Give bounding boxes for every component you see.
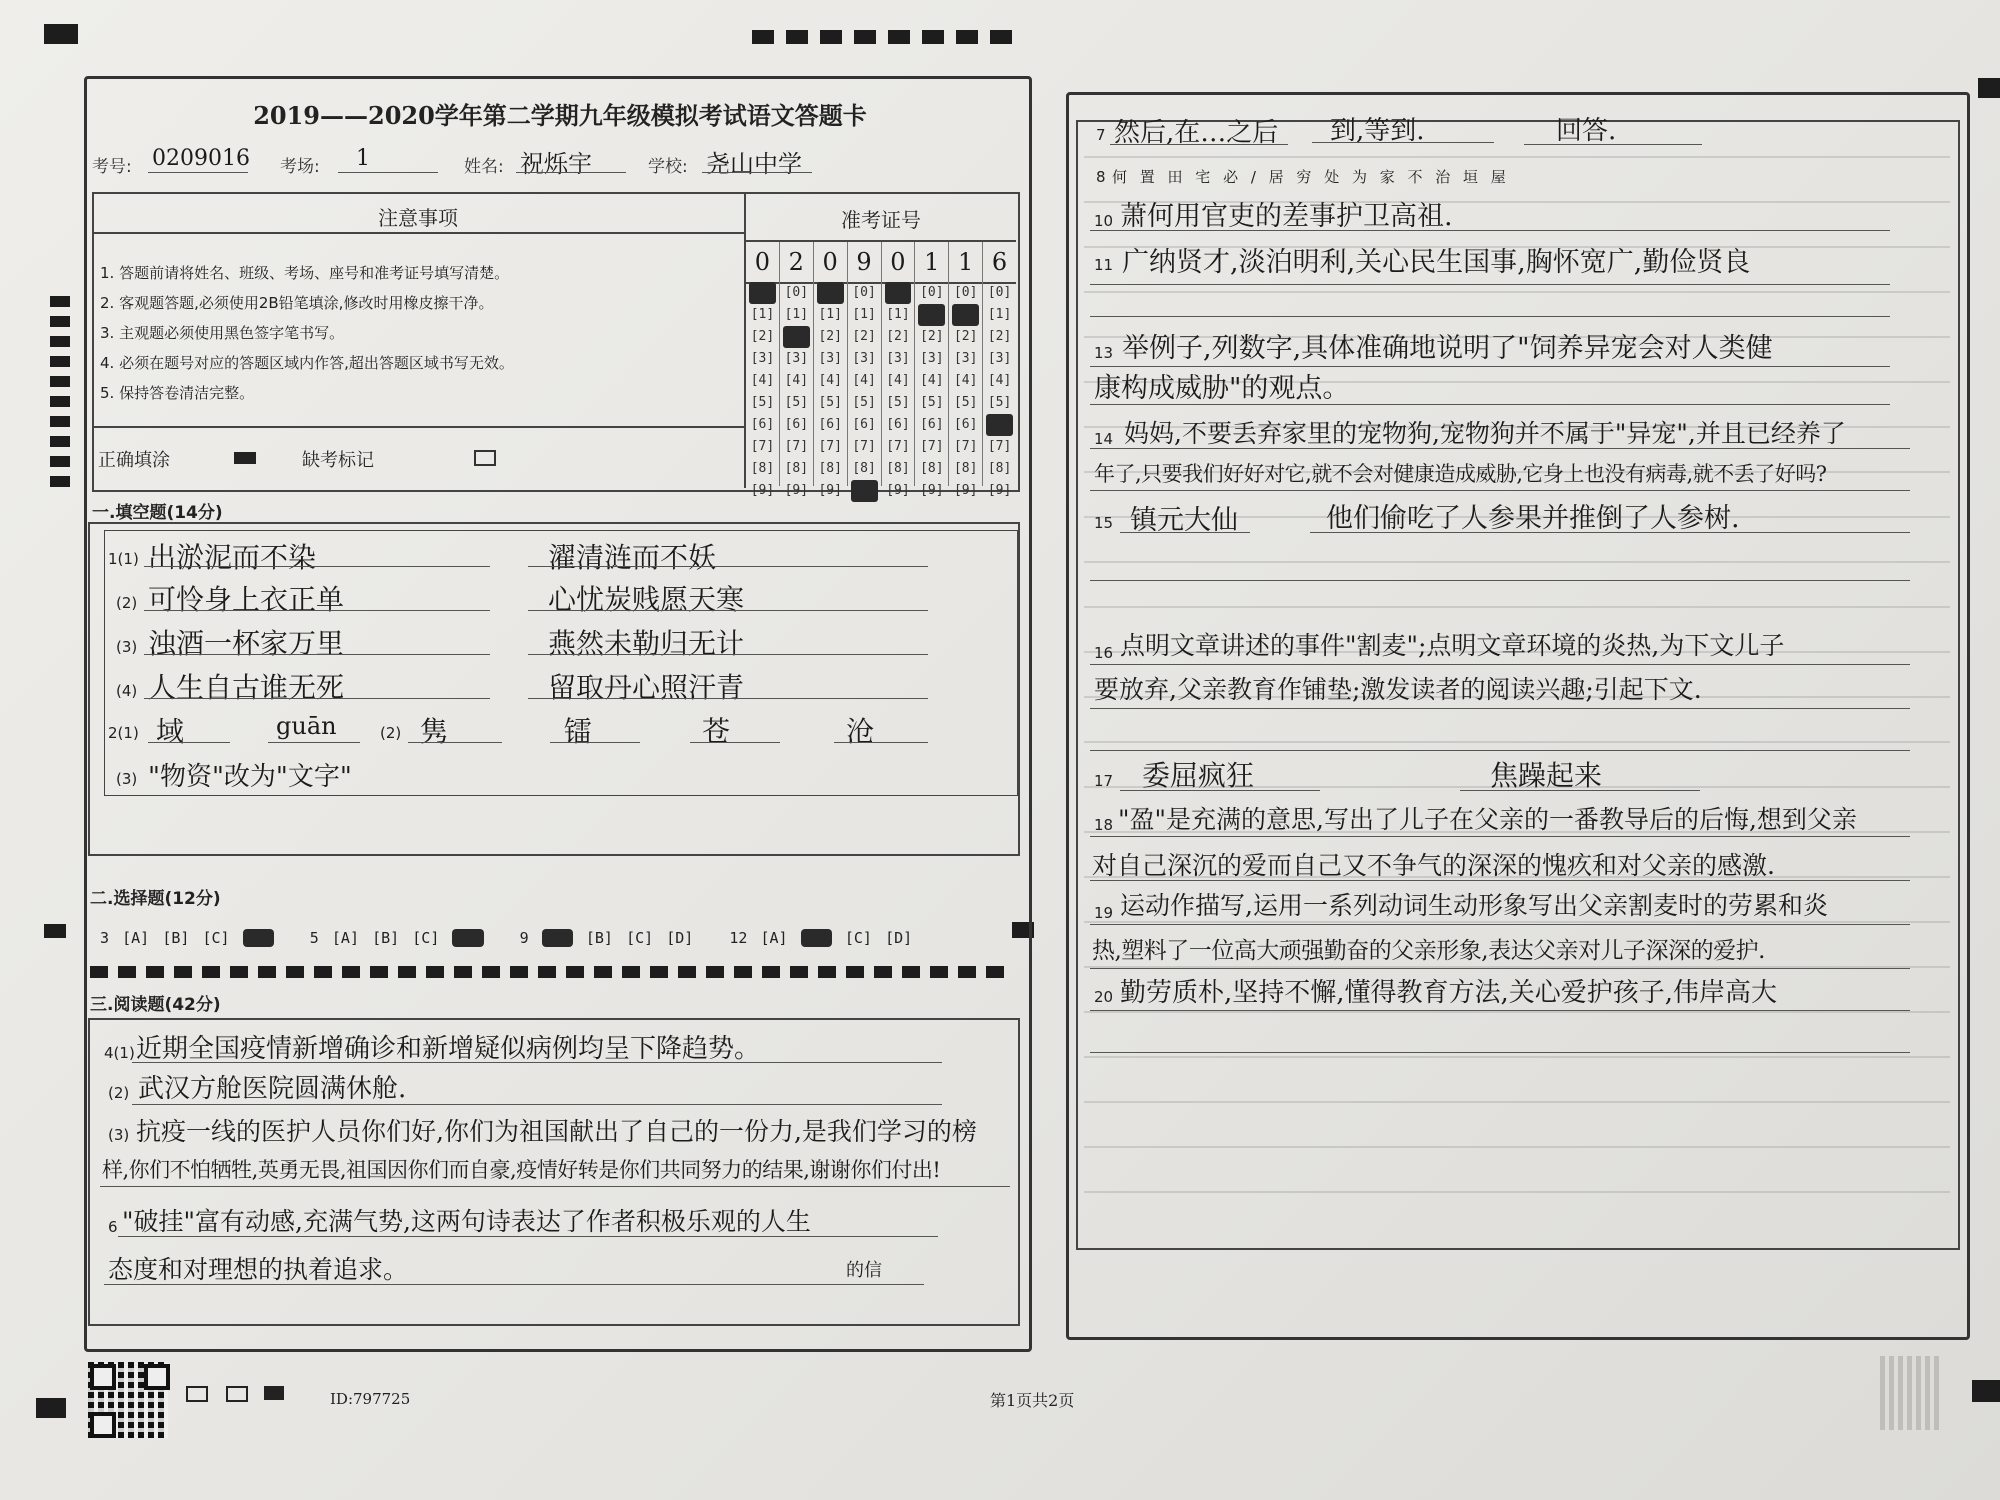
q2-2-answer[interactable]: 沧	[846, 715, 875, 748]
admission-bubble[interactable]: [2]	[987, 329, 1012, 344]
registration-mark	[36, 1398, 66, 1418]
q20-num: 20	[1094, 988, 1114, 1006]
answer-line	[100, 1186, 1010, 1187]
q1-2-answer-a[interactable]: 可怜身上衣正单	[148, 583, 345, 616]
q1-4-num: (4)	[116, 682, 138, 700]
admission-bubble[interactable]: [4]	[750, 373, 775, 388]
admission-bubble[interactable]: [8]	[953, 461, 978, 476]
q6-num: 6	[108, 1218, 118, 1236]
admission-bubble[interactable]: [0]	[987, 285, 1012, 300]
section3-title: 三.阅读题(42分)	[90, 995, 221, 1015]
answer-line	[528, 566, 928, 567]
notice-item: 5. 保持答卷清洁完整。	[100, 384, 255, 402]
registration-mark	[44, 924, 66, 938]
answer-line	[408, 742, 502, 743]
sheet-title: 2019——2020学年第二学期九年级模拟考试语文答题卡	[253, 101, 867, 130]
answer-line	[1120, 532, 1250, 533]
admission-bubble[interactable]: [4]	[852, 373, 876, 388]
admission-bubble[interactable]: [2]	[818, 329, 842, 344]
q1-4-answer-b[interactable]: 留取丹心照汗青	[548, 671, 745, 704]
choice-option-filled[interactable]: [D]	[244, 928, 272, 947]
answer-line	[144, 610, 490, 611]
admission-bubble[interactable]: [5]	[886, 395, 910, 410]
q2-2-answer[interactable]: 镭	[564, 715, 593, 748]
answer-line	[1090, 230, 1890, 231]
answer-line	[834, 742, 928, 743]
admission-bubble[interactable]: [3]	[886, 351, 910, 366]
admission-bubble[interactable]: [1]	[886, 307, 910, 322]
admission-column	[814, 242, 848, 498]
q2-1-answer-b[interactable]: guān	[276, 712, 337, 740]
choice-option[interactable]: [A]	[122, 928, 150, 947]
q10-num: 10	[1094, 212, 1114, 230]
admission-bubble[interactable]: [5]	[818, 395, 842, 410]
q1-1-answer-a[interactable]: 出淤泥而不染	[148, 541, 317, 574]
admission-bubble[interactable]: [7]	[852, 439, 876, 454]
answer-line	[104, 1284, 924, 1285]
admission-bubble[interactable]: [7]	[886, 439, 910, 454]
notice-title: 注意事项	[378, 206, 458, 230]
admission-digit: 1	[924, 248, 940, 276]
correct-fill-label: 正确填涂	[98, 450, 170, 471]
admission-bubble[interactable]: [2]	[886, 329, 910, 344]
q2-2-answer[interactable]: 苍	[702, 715, 731, 748]
q14-num: 14	[1094, 430, 1114, 448]
admission-bubble[interactable]: [3]	[852, 351, 876, 366]
absent-label: 缺考标记	[302, 450, 374, 471]
q1-2-num: (2)	[116, 594, 138, 612]
answer-line	[1090, 580, 1910, 581]
q2-1-num: 2(1)	[108, 724, 139, 742]
admission-bubble[interactable]: [9]	[953, 483, 978, 498]
choice-option[interactable]: [A]	[331, 928, 359, 947]
admission-bubble[interactable]: [9]	[920, 483, 944, 498]
section1-title: 一.填空题(14分)	[92, 503, 223, 523]
answer-line	[1310, 532, 1910, 533]
admission-bubble[interactable]: [7]	[818, 439, 842, 454]
admission-bubble[interactable]: [7]	[920, 439, 944, 454]
admission-bubble[interactable]: [5]	[852, 395, 876, 410]
q16-num: 16	[1094, 644, 1114, 662]
q17-num: 17	[1094, 772, 1114, 790]
admission-digit: 2	[788, 248, 804, 276]
answer-line	[1120, 790, 1320, 791]
choice-num: 12	[729, 928, 748, 947]
admission-bubble[interactable]: [5]	[750, 395, 775, 410]
admission-number-grid	[746, 242, 1016, 498]
admission-bubble[interactable]: [9]	[818, 483, 842, 498]
q4-3-answer-line2[interactable]: 样,你们不怕牺牲,英勇无畏,祖国因你们而自豪,疫情好转是你们共同努力的结果,谢谢你们付出!	[102, 1158, 941, 1182]
answer-line	[144, 566, 490, 567]
admission-bubble[interactable]: [1]	[987, 307, 1012, 322]
q4-2-num: (2)	[108, 1084, 130, 1102]
admission-bubble[interactable]: [7]	[750, 439, 775, 454]
q7-answer-c[interactable]: 回答.	[1556, 116, 1617, 146]
admission-bubble[interactable]: [4]	[886, 373, 910, 388]
admission-bubble-filled[interactable]: [0]	[749, 282, 776, 304]
section2-title: 二.选择题(12分)	[90, 889, 221, 909]
admission-bubble[interactable]: [3]	[750, 351, 775, 366]
room-label: 考场:	[280, 157, 320, 177]
admission-bubble[interactable]: [2]	[920, 329, 944, 344]
admission-bubble[interactable]: [8]	[886, 461, 910, 476]
admission-bubble[interactable]: [9]	[886, 483, 910, 498]
q6-insert-note: 的信	[846, 1260, 882, 1281]
choice-num: 3	[100, 928, 110, 947]
q15-answer-a[interactable]: 镇元大仙	[1130, 505, 1238, 536]
q2-2-answer[interactable]: 隽	[420, 715, 449, 748]
registration-mark	[1972, 1380, 2000, 1402]
q8-num: 8	[1096, 168, 1106, 186]
exam-no-line	[148, 172, 248, 173]
admission-column	[746, 242, 780, 498]
exam-no-label: 考号:	[92, 157, 132, 177]
q14-answer-line1[interactable]: 妈妈,不要丢弃家里的宠物狗,宠物狗并不属于"异宠",并且已经养了	[1124, 419, 1846, 448]
q2-3-answer[interactable]: "物资"改为"文字"	[148, 762, 352, 792]
q18-num: 18	[1094, 816, 1114, 834]
choice-group[interactable]	[729, 928, 920, 947]
q1-3-answer-b[interactable]: 燕然未勒归无计	[548, 627, 745, 660]
admission-bubble[interactable]: [4]	[784, 373, 809, 388]
admission-column	[915, 242, 949, 498]
name-value: 祝烁宇	[520, 150, 592, 178]
q18-answer-line2[interactable]: 对自己深沉的爱而自己又不争气的深深的愧疚和对父亲的感激.	[1092, 851, 1775, 880]
admission-bubble-filled[interactable]: [0]	[817, 282, 844, 304]
q1-1-num: 1(1)	[108, 550, 139, 568]
admission-digit: 0	[822, 248, 838, 276]
answer-line	[268, 742, 360, 743]
q15-num: 15	[1094, 514, 1114, 532]
q10-answer[interactable]: 萧何用官吏的差事护卫高祖.	[1120, 201, 1453, 232]
admission-bubble[interactable]: [3]	[953, 351, 978, 366]
q15-answer-b[interactable]: 他们偷吃了人参果并推倒了人参树.	[1326, 503, 1740, 534]
admission-bubble[interactable]: [6]	[886, 417, 910, 432]
admission-column	[848, 242, 882, 498]
admission-bubble[interactable]: [6]	[920, 417, 944, 432]
q2-1-answer-a[interactable]: 域	[156, 715, 185, 748]
admission-bubble-filled[interactable]: [1]	[952, 304, 979, 326]
admission-bubble[interactable]: [4]	[987, 373, 1012, 388]
registration-mark	[1978, 78, 2000, 98]
faint-qr-showthrough	[1880, 1356, 1940, 1430]
answer-line	[1090, 836, 1910, 837]
q4-1-answer[interactable]: 近期全国疫情新增确诊和新增疑似病例均呈下降趋势。	[136, 1034, 761, 1064]
room-line	[338, 172, 438, 173]
choice-option-filled[interactable]: [A]	[543, 928, 571, 947]
admission-bubble[interactable]: [7]	[953, 439, 978, 454]
q6-answer-line1[interactable]: "破挂"富有动感,充满气势,这两句诗表达了作者积极乐观的人生	[122, 1207, 811, 1236]
admission-bubble[interactable]: [6]	[852, 417, 876, 432]
choice-option[interactable]: [C]	[202, 928, 230, 947]
q13-num: 13	[1094, 344, 1114, 362]
admission-bubble[interactable]: [5]	[920, 395, 944, 410]
choice-option-filled[interactable]: [D]	[454, 928, 482, 947]
q13-answer-line2[interactable]: 康构成威胁"的观点。	[1094, 373, 1350, 404]
exam-no-value: 0209016	[152, 146, 250, 171]
choice-option[interactable]: [B]	[372, 928, 400, 947]
q1-2-answer-b[interactable]: 心忧炭贱愿天寒	[548, 583, 745, 616]
answer-line	[1090, 1010, 1910, 1011]
answer-line	[1090, 664, 1910, 665]
admission-bubble[interactable]: [8]	[920, 461, 944, 476]
timing-strip	[90, 966, 1014, 978]
q19-answer-line2[interactable]: 热,塑料了一位高大顽强勤奋的父亲形象,表达父亲对儿子深深的爱护.	[1092, 938, 1765, 964]
choice-option[interactable]: [B]	[585, 928, 613, 947]
admission-column	[983, 242, 1016, 498]
answer-line	[144, 698, 490, 699]
choice-group[interactable]	[520, 928, 702, 947]
q1-3-answer-a[interactable]: 浊酒一杯家万里	[148, 627, 345, 660]
admission-bubble[interactable]: [1]	[818, 307, 842, 322]
q1-4-answer-a[interactable]: 人生自古谁无死	[148, 671, 345, 704]
answer-line	[1090, 404, 1890, 405]
choice-option[interactable]: [C]	[844, 928, 872, 947]
name-label: 姓名:	[464, 157, 504, 177]
choice-option[interactable]: [C]	[412, 928, 440, 947]
answer-line	[1110, 144, 1288, 145]
q4-3-num: (3)	[108, 1126, 130, 1144]
q19-answer-line1[interactable]: 运动作描写,运用一系列动词生动形象写出父亲割麦时的劳累和炎	[1120, 891, 1828, 920]
notice-item: 2. 客观题答题,必须使用2B铅笔填涂,修改时用橡皮擦干净。	[100, 294, 494, 312]
registration-mark	[44, 24, 78, 44]
admission-bubble[interactable]: [6]	[750, 417, 775, 432]
admission-bubble[interactable]: [7]	[987, 439, 1012, 454]
choice-num: 9	[519, 928, 529, 947]
answer-line	[148, 742, 230, 743]
admission-bubble[interactable]: [4]	[953, 373, 978, 388]
footer-box	[186, 1386, 208, 1402]
admission-bubble[interactable]: [7]	[784, 439, 809, 454]
admission-bubble[interactable]: [0]	[852, 285, 876, 300]
footer-box-filled	[264, 1386, 284, 1400]
q16-answer-line2[interactable]: 要放弃,父亲教育作铺垫;激发读者的阅读兴趣;引起下文.	[1094, 675, 1702, 704]
admission-bubble-filled[interactable]: [6]	[986, 414, 1013, 436]
room-value: 1	[356, 146, 370, 171]
answer-line	[118, 1236, 938, 1237]
choice-group[interactable]	[310, 928, 492, 947]
correct-fill-sample	[234, 452, 256, 464]
admission-bubble[interactable]: [6]	[818, 417, 842, 432]
admission-bubble[interactable]: [3]	[784, 351, 809, 366]
answer-line	[1090, 750, 1910, 751]
q17-answer-b[interactable]: 焦躁起来	[1490, 759, 1603, 792]
q20-answer[interactable]: 勤劳质朴,坚持不懈,懂得教育方法,关心爱护孩子,伟岸高大	[1120, 978, 1778, 1008]
admission-bubble[interactable]: [5]	[953, 395, 978, 410]
choice-option[interactable]: [C]	[626, 928, 654, 947]
admission-digit: 1	[958, 248, 974, 276]
answer-line	[1090, 448, 1910, 449]
q13-answer-line1[interactable]: 举例子,列数字,具体准确地说明了"饲养异宠会对人类健	[1122, 333, 1773, 364]
answer-line	[1090, 968, 1910, 969]
admission-bubble-filled[interactable]: [0]	[885, 282, 912, 304]
admission-bubble[interactable]: [0]	[784, 285, 809, 300]
admission-bubble[interactable]: [4]	[920, 373, 944, 388]
answer-line	[1090, 880, 1910, 881]
admission-bubble[interactable]: [9]	[750, 483, 775, 498]
q7-num: 7	[1096, 126, 1106, 144]
choice-option-filled[interactable]: [B]	[802, 928, 830, 947]
footer-box	[226, 1386, 248, 1402]
choice-groups	[100, 924, 1000, 950]
answer-line	[528, 610, 928, 611]
answer-line	[1090, 924, 1910, 925]
admission-bubble-filled[interactable]: [9]	[851, 480, 878, 502]
admission-column	[780, 242, 814, 498]
qr-code	[88, 1362, 168, 1438]
divider	[92, 426, 744, 428]
q11-num: 11	[1094, 256, 1114, 274]
q1-3-num: (3)	[116, 638, 138, 656]
answer-line	[550, 742, 640, 743]
notice-item: 4. 必须在题号对应的答题区域内作答,超出答题区域书写无效。	[100, 354, 514, 372]
admission-bubble[interactable]: [1]	[784, 307, 809, 322]
admission-bubble-filled[interactable]: [2]	[783, 326, 810, 348]
admission-bubble[interactable]: [5]	[987, 395, 1012, 410]
admission-digit: 9	[856, 248, 872, 276]
q14-answer-line2[interactable]: 年了,只要我们好好对它,就不会对健康造成威胁,它身上也没有病毒,就不丢了好吗?	[1094, 462, 1827, 486]
q7-answer-b[interactable]: 到,等到.	[1330, 116, 1425, 146]
school-value: 尧山中学	[706, 150, 802, 178]
q4-3-answer-line1[interactable]: 抗疫一线的医护人员你们好,你们为祖国献出了自己的一份力,是我们学习的榜	[136, 1117, 977, 1146]
q19-num: 19	[1094, 904, 1114, 922]
admission-bubble[interactable]: [6]	[953, 417, 978, 432]
admission-bubble[interactable]: [6]	[784, 417, 809, 432]
notice-item: 1. 答题前请将姓名、班级、考场、座号和准考证号填写清楚。	[100, 264, 510, 282]
admission-digit: 0	[890, 248, 906, 276]
admission-bubble[interactable]: [2]	[750, 329, 775, 344]
sheet-id: ID:797725	[330, 1390, 411, 1408]
admission-bubble-filled[interactable]: [1]	[918, 304, 945, 326]
answer-line	[1090, 284, 1890, 285]
q16-answer-line1[interactable]: 点明文章讲述的事件"割麦";点明文章环境的炎热,为下文儿子	[1120, 631, 1785, 660]
absent-checkbox[interactable]	[474, 450, 496, 466]
admission-bubble[interactable]: [0]	[920, 285, 944, 300]
q8-text[interactable]: 何 置 田 宅 必 / 居 穷 处 为 家 不 治 垣 屋	[1112, 168, 1510, 186]
answer-line	[1524, 144, 1702, 145]
q17-answer-a[interactable]: 委屈疯狂	[1142, 759, 1255, 792]
answer-line	[1090, 490, 1910, 491]
choice-option[interactable]: [B]	[162, 928, 190, 947]
q4-2-answer[interactable]: 武汉方舱医院圆满休舱.	[138, 1074, 407, 1104]
admission-bubble[interactable]: [9]	[987, 483, 1012, 498]
admission-bubble[interactable]: [3]	[987, 351, 1012, 366]
answer-line	[1312, 142, 1494, 143]
page-number: 第1页共2页	[990, 1391, 1075, 1410]
q7-answer-a[interactable]: 然后,在…之后	[1114, 118, 1279, 148]
admission-title: 准考证号	[841, 208, 921, 232]
choice-option[interactable]: [A]	[760, 928, 788, 947]
admission-bubble[interactable]: [4]	[818, 373, 842, 388]
q2-2-num: (2)	[380, 724, 402, 742]
admission-digit: 0	[754, 248, 771, 276]
admission-bubble[interactable]: [1]	[852, 307, 876, 322]
answer-line	[1090, 1052, 1910, 1053]
choice-num: 5	[309, 928, 319, 947]
answer-line	[1090, 708, 1910, 709]
answer-line	[1090, 316, 1890, 317]
choice-option[interactable]: [D]	[666, 928, 694, 947]
school-label: 学校:	[648, 157, 688, 177]
answer-line	[1460, 790, 1700, 791]
answer-line	[690, 742, 780, 743]
answer-line	[528, 654, 928, 655]
q1-1-answer-b[interactable]: 濯清涟而不妖	[548, 541, 717, 574]
school-line	[702, 172, 812, 173]
admission-bubble[interactable]: [2]	[852, 329, 876, 344]
q6-answer-line2[interactable]: 态度和对理想的执着追求。	[108, 1255, 409, 1284]
answer-line	[132, 1062, 942, 1063]
admission-bubble[interactable]: [3]	[818, 351, 842, 366]
admission-bubble[interactable]: [0]	[953, 285, 978, 300]
admission-digit: 6	[991, 248, 1008, 276]
admission-bubble[interactable]: [2]	[953, 329, 978, 344]
answer-line	[528, 698, 928, 699]
q18-answer-line1[interactable]: "盈"是充满的意思,写出了儿子在父亲的一番教导后的后悔,想到父亲	[1118, 805, 1857, 834]
choice-option[interactable]: [D]	[885, 928, 913, 947]
q2-3-num: (3)	[116, 770, 138, 788]
q11-answer[interactable]: 广纳贤才,淡泊明利,关心民生国事,胸怀宽广,勤俭贤良	[1122, 247, 1751, 278]
choice-group[interactable]	[100, 928, 282, 947]
admission-bubble[interactable]: [5]	[784, 395, 809, 410]
admission-bubble[interactable]: [8]	[987, 461, 1012, 476]
admission-column	[882, 242, 916, 498]
admission-bubble[interactable]: [9]	[784, 483, 809, 498]
admission-column	[949, 242, 983, 498]
answer-line	[132, 1104, 942, 1105]
name-line	[516, 172, 626, 173]
admission-bubble[interactable]: [8]	[818, 461, 842, 476]
admission-bubble[interactable]: [8]	[750, 461, 775, 476]
q4-1-num: 4(1)	[104, 1044, 135, 1062]
admission-bubble[interactable]: [8]	[852, 461, 876, 476]
admission-bubble[interactable]: [1]	[750, 307, 775, 322]
admission-bubble[interactable]: [3]	[920, 351, 944, 366]
divider	[92, 232, 744, 234]
answer-line	[144, 654, 490, 655]
notice-item: 3. 主观题必须使用黑色签字笔书写。	[100, 324, 345, 342]
admission-bubble[interactable]: [8]	[784, 461, 809, 476]
